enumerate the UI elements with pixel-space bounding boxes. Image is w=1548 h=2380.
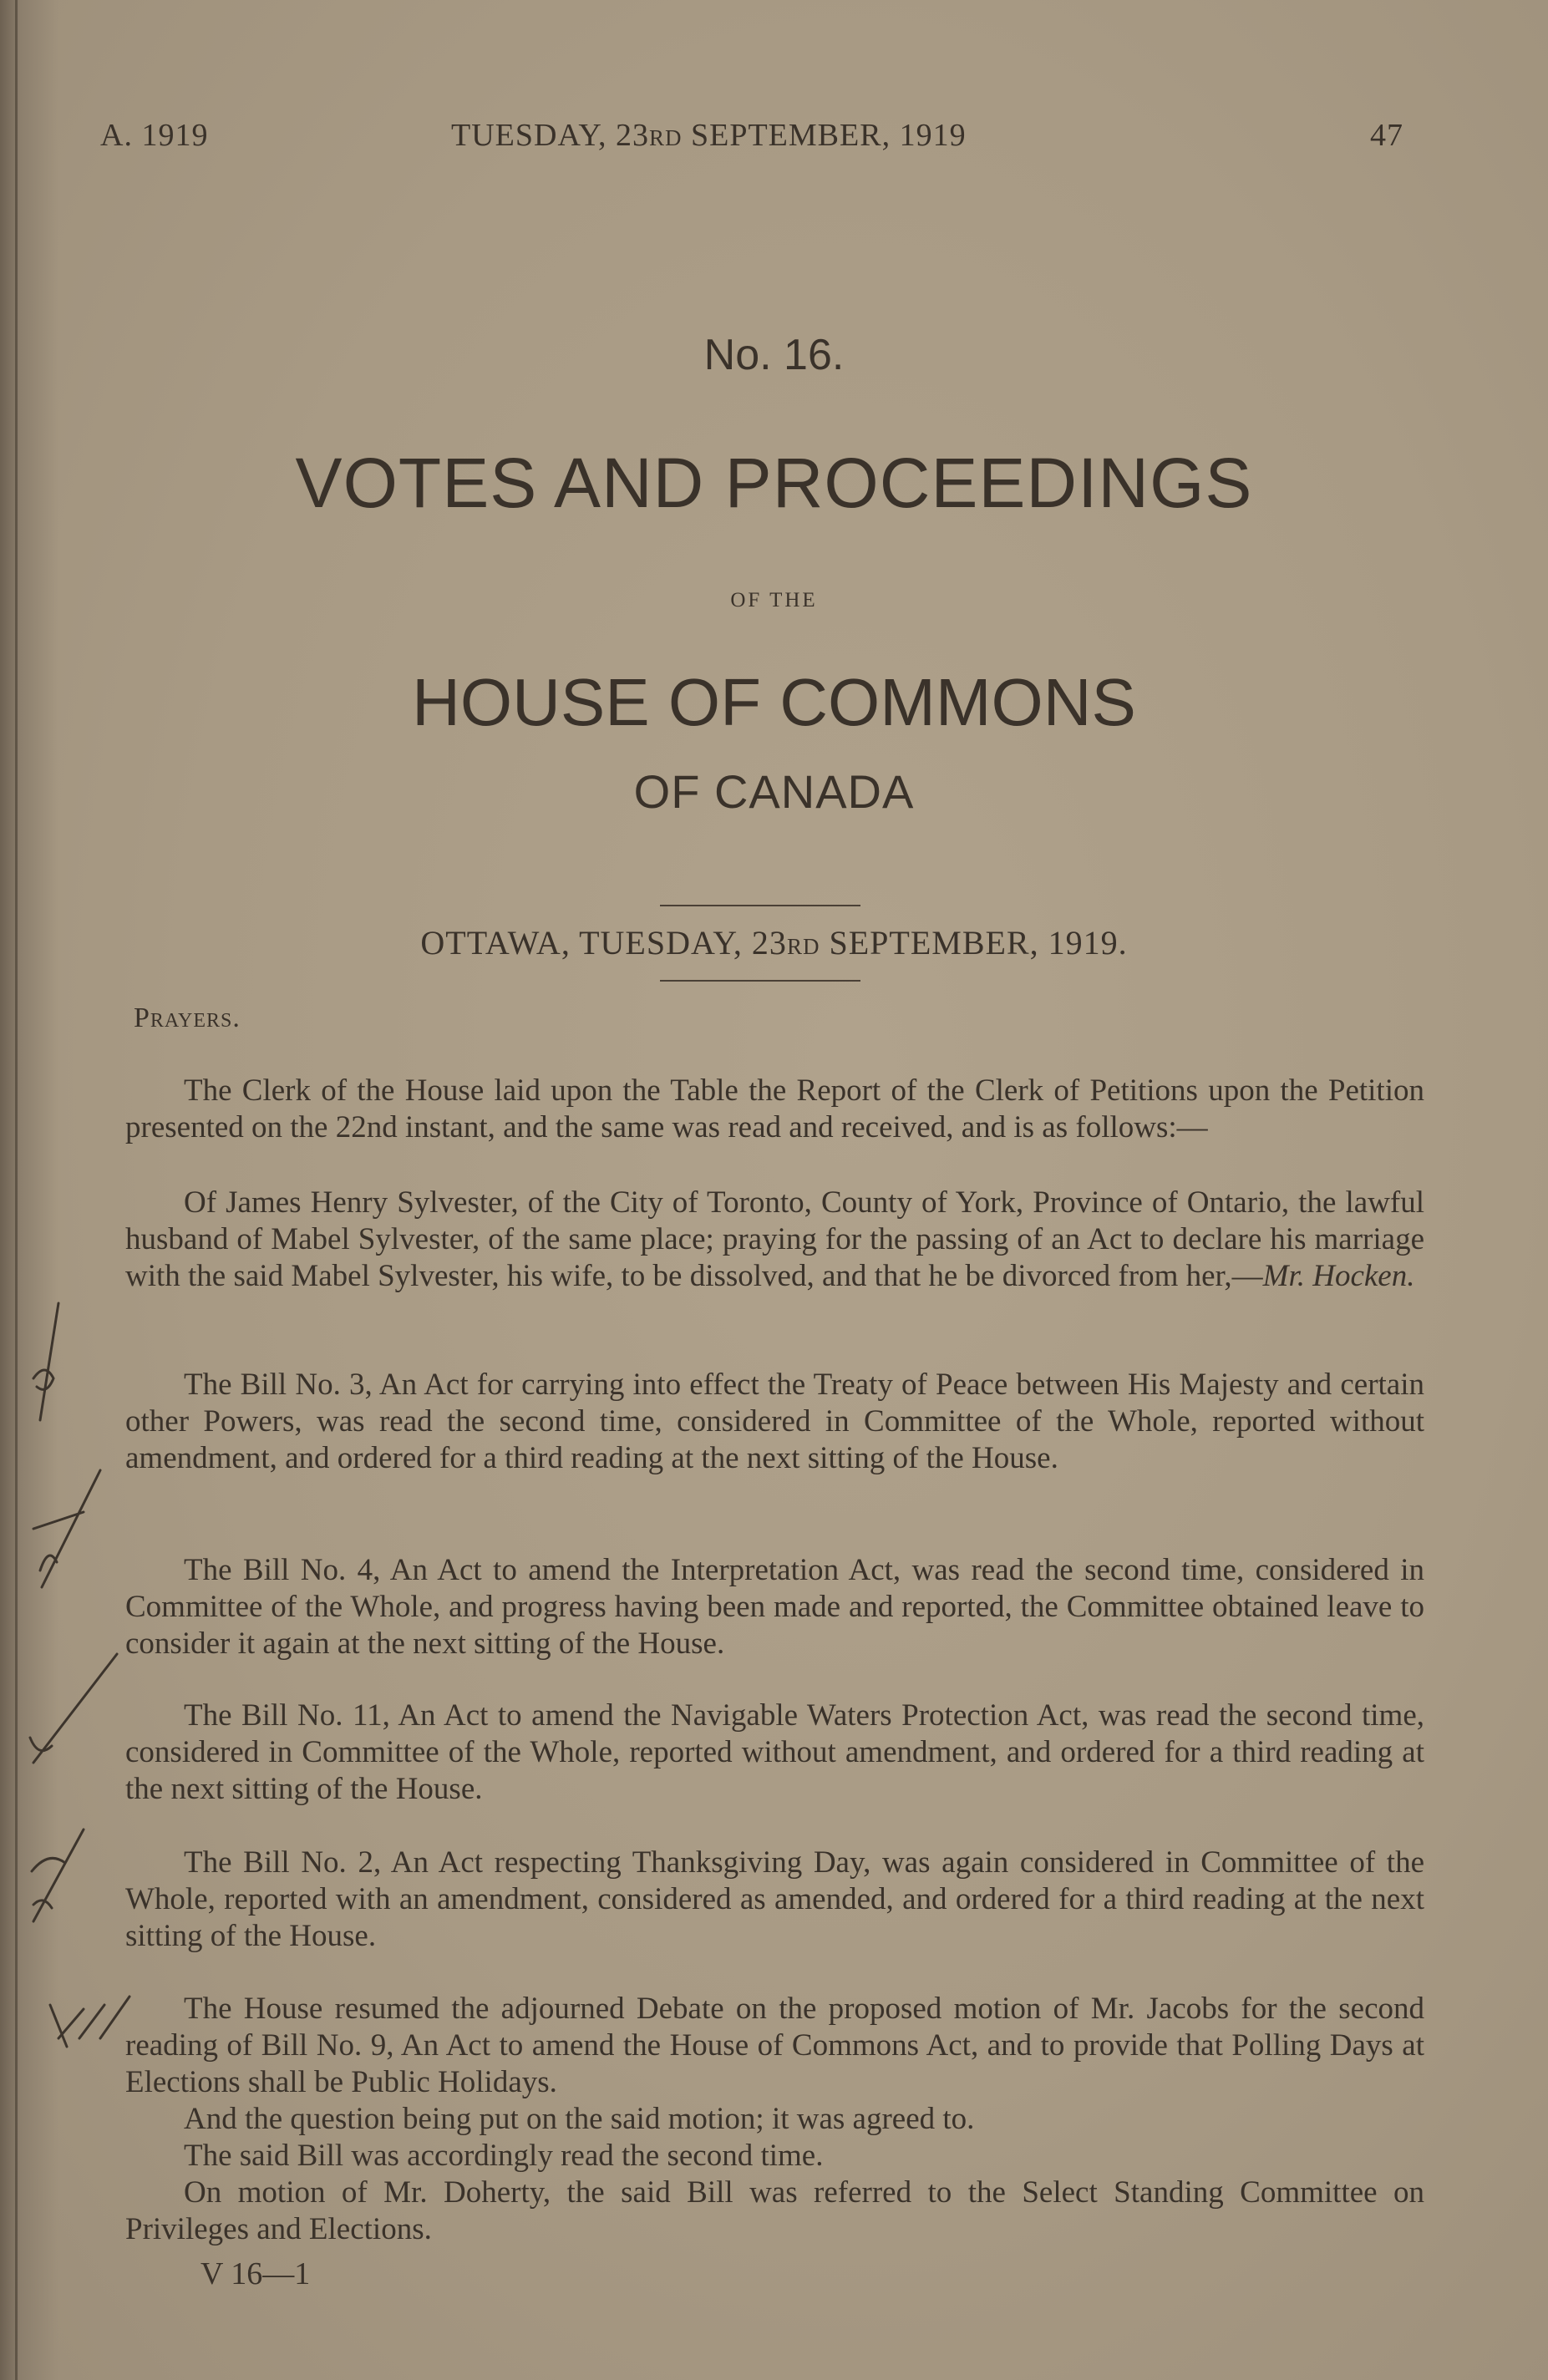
paragraph-question-agreed: And the question being put on the said motion; it was agreed to. [184, 2102, 975, 2136]
dateline-rest: SEPTEMBER, 1919. [820, 924, 1128, 962]
paragraph-bill-9-debate: The House resumed the adjourned Debate on the proposed motion of Mr. Jacobs for the second reading of Bill No. 9, An Act to amend the House of Commons Act, and to provide that Polling Days at Elections shall be Public Holidays. [125, 1992, 1424, 2099]
divider-bottom [660, 980, 860, 982]
signature-mark: V 16—1 [200, 2256, 311, 2291]
title-house-of-commons: HOUSE OF COMMONS [412, 665, 1136, 739]
paragraph-second-reading: The said Bill was accordingly read the second time. [184, 2139, 824, 2173]
header-date [451, 117, 967, 154]
paragraph-clerk-report: The Clerk of the House laid upon the Table the Report of the Clerk of Petitions upon the Petition presented on the 22nd instant, and the same was read and received, and is as follows:— [125, 1073, 1424, 1144]
petition-member: Mr. Hocken. [1262, 1259, 1415, 1293]
page-number: 47 [1370, 118, 1403, 153]
title-of-canada: OF CANADA [633, 765, 915, 818]
divider-top [660, 905, 860, 906]
paragraph-bill-4: The Bill No. 4, An Act to amend the Interpretation Act, was read the second time, considered in Committee of the Whole, and progress having been made and reported, the Committee obtained leave to consider it again at the next sitting of the House. [125, 1553, 1424, 1661]
dateline-main: OTTAWA, TUESDAY, 23 [420, 924, 787, 962]
prayers-heading: Prayers. [134, 1002, 241, 1033]
petition-text: Of James Henry Sylvester, of the City of Toronto, County of York, Province of Ontario, the lawful husband of Mabel Sylvester, of the same place; praying for the passing of an Act to declare his marriage with the said Mabel Sylvester, his wife, to be dissolved, and that he be divorced from her,— [125, 1185, 1424, 1293]
running-header [0, 117, 1548, 167]
dateline-suffix: RD [786, 934, 820, 959]
paragraph-bill-2: The Bill No. 2, An Act respecting Thanksgiving Day, was again considered in Committee of the Whole, reported with an amendment, considered as amended, and ordered for a third reading at the next sitting of the House. [125, 1845, 1424, 1953]
paragraph-petition [125, 1185, 1424, 1295]
header-date-suffix: RD [648, 125, 683, 150]
header-date-rest: SEPTEMBER, 1919 [682, 118, 967, 153]
paragraph-bill-3: The Bill No. 3, An Act for carrying into effect the Treaty of Peace between His Majesty and certain other Powers, was read the second time, considered in Committee of the Whole, reported without amendment, and ordered for a third reading at the next sitting of the House. [125, 1368, 1424, 1475]
issue-number: No. 16. [703, 331, 845, 379]
paragraph-bill-11: The Bill No. 11, An Act to amend the Navigable Waters Protection Act, was read the second time, considered in Committee of the Whole, reported without amendment, and ordered for a third reading at the next sitting of the House. [125, 1698, 1424, 1806]
header-year: A. 1919 [100, 118, 209, 153]
sitting-dateline [0, 923, 1548, 962]
pencil-mark-5 [50, 1997, 129, 2047]
title-votes-and-proceedings: VOTES AND PROCEEDINGS [295, 444, 1253, 522]
paragraph-referral: On motion of Mr. Doherty, the said Bill was referred to the Select Standing Committee on Privileges and Elections. [125, 2175, 1424, 2246]
header-date-main: TUESDAY, 23 [451, 118, 649, 153]
title-of-the: OF THE [730, 589, 818, 611]
